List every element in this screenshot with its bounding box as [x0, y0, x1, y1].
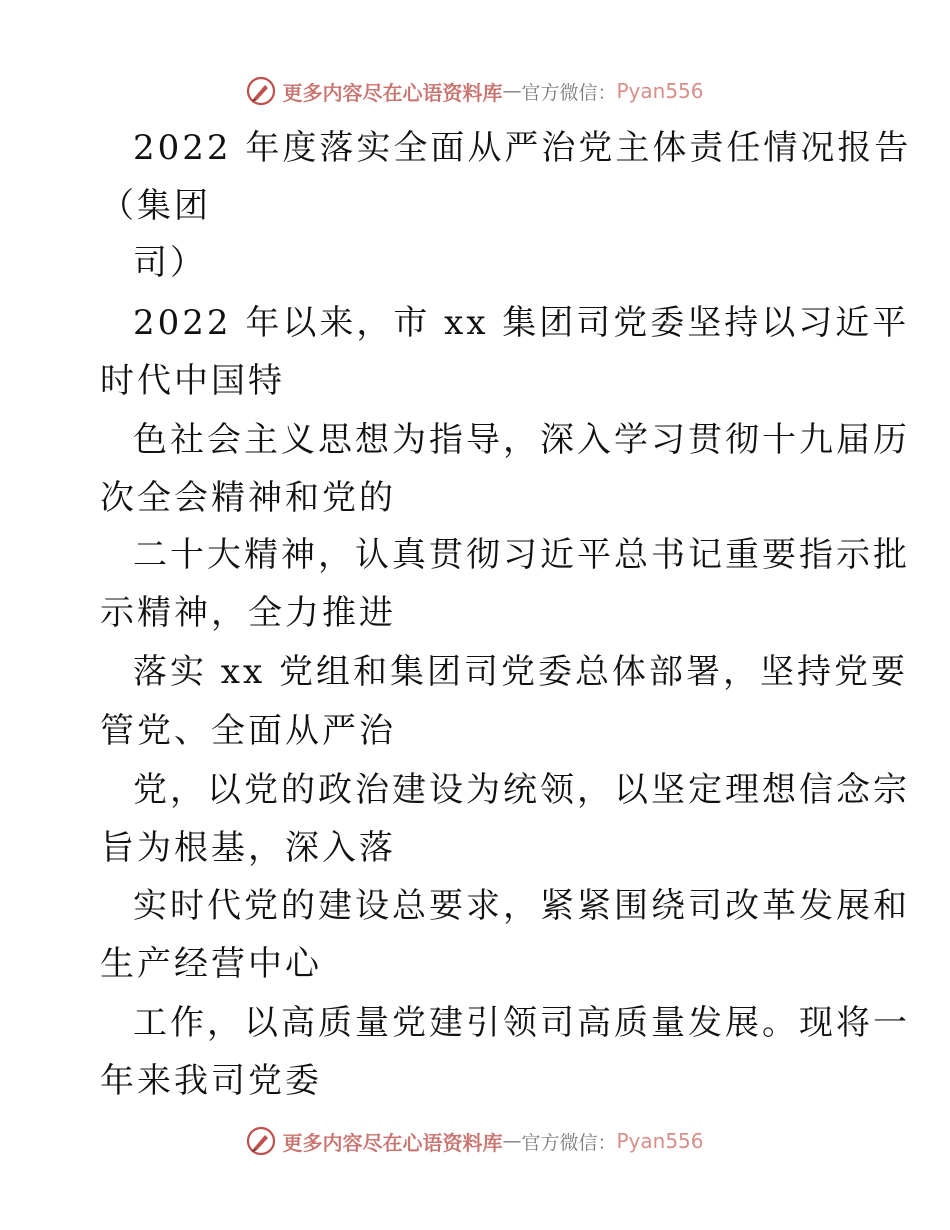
paragraph-line: 二十大精神，认真贯彻习近平总书记重要指示批 [133, 535, 910, 575]
paragraph-line: 年来我司党委 [100, 1061, 322, 1101]
paragraph-line: 色社会主义思想为指导，深入学习贯彻十九届历 [133, 420, 910, 460]
footer-wechat-label: 官方微信： [521, 1131, 617, 1154]
header-banner-dash: — [502, 80, 522, 102]
header-wechat-id: Pyan556 [616, 79, 704, 103]
title-line-1: 2022 年度落实全面从严治党主体责任情况报告 [133, 128, 912, 168]
paragraph-line: 次全会精神和党的 [100, 478, 396, 518]
paragraph-line: 生产经营中心 [100, 944, 322, 984]
footer-banner-dash: — [502, 1130, 522, 1152]
title-line-3: 司） [133, 243, 207, 283]
paragraph-line: 时代中国特 [100, 361, 285, 401]
title-line-2: （集团 [100, 186, 211, 226]
header-banner [0, 71, 950, 111]
header-wechat-label: 官方微信： [521, 81, 617, 104]
paragraph-line: 示精神，全力推进 [100, 593, 396, 633]
footer-banner-text: 更多内容尽在心语资料库 [282, 1130, 503, 1155]
footer-banner [0, 1121, 950, 1161]
paragraph-line: 管党、全面从严治 [100, 711, 396, 751]
footer-wechat-id: Pyan556 [616, 1129, 704, 1153]
paragraph-line: 工作，以高质量党建引领司高质量发展。现将一 [133, 1003, 910, 1043]
pen-logo-icon [246, 1126, 276, 1156]
paragraph-line: 落实 xx 党组和集团司党委总体部署，坚持党要 [133, 652, 908, 692]
paragraph-line: 旨为根基，深入落 [100, 828, 396, 868]
paragraph-line: 2022 年以来，市 xx 集团司党委坚持以习近平 [133, 303, 910, 343]
header-banner-text: 更多内容尽在心语资料库 [282, 80, 503, 105]
pen-logo-icon [246, 76, 276, 106]
paragraph-line: 实时代党的建设总要求，紧紧围绕司改革发展和 [133, 886, 910, 926]
paragraph-line: 党，以党的政治建设为统领，以坚定理想信念宗 [133, 770, 910, 810]
